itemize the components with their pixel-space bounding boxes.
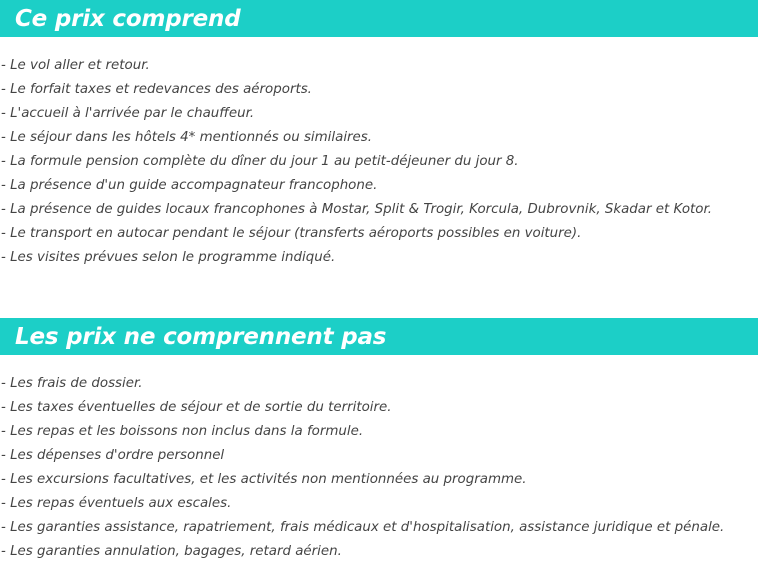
excluded-list-item: - Les garanties assistance, rapatriement, frais médicaux et d'hospitalisation, assistance juridique et pénale. xyxy=(1,520,725,535)
excluded-list-item: - Les garanties annulation, bagages, retard aérien. xyxy=(1,544,342,559)
excluded-section-header xyxy=(0,318,758,355)
included-list-item: - Le séjour dans les hôtels 4* mentionnés ou similaires. xyxy=(1,130,373,145)
included-section-title: Ce prix comprend xyxy=(15,5,241,32)
included-list-item: - Les visites prévues selon le programme indiqué. xyxy=(1,250,336,265)
excluded-list-item: - Les excursions facultatives, et les activités non mentionnées au programme. xyxy=(1,472,527,487)
included-list-item: - Le transport en autocar pendant le séjour (transferts aéroports possibles en voiture). xyxy=(1,226,582,241)
excluded-section-title: Les prix ne comprennent pas xyxy=(15,323,387,350)
included-list xyxy=(0,55,758,271)
included-list-item: - La présence d'un guide accompagnateur francophone. xyxy=(1,178,378,193)
excluded-list xyxy=(0,373,758,565)
included-list-item: - La présence de guides locaux francophones à Mostar, Split & Trogir, Korcula, Dubrovnik, Skadar et Kotor. xyxy=(1,202,712,217)
excluded-list-item: - Les taxes éventuelles de séjour et de sortie du territoire. xyxy=(1,400,392,415)
included-section-header xyxy=(0,0,758,37)
excluded-list-item: - Les dépenses d'ordre personnel xyxy=(1,448,225,463)
included-list-item: - La formule pension complète du dîner du jour 1 au petit-déjeuner du jour 8. xyxy=(1,154,519,169)
included-list-item: - Le forfait taxes et redevances des aéroports. xyxy=(1,82,312,97)
excluded-list-item: - Les repas et les boissons non inclus dans la formule. xyxy=(1,424,364,439)
included-list-item: - L'accueil à l'arrivée par le chauffeur. xyxy=(1,106,255,121)
excluded-list-item: - Les repas éventuels aux escales. xyxy=(1,496,232,511)
excluded-list-item: - Les frais de dossier. xyxy=(1,376,143,391)
included-list-item: - Le vol aller et retour. xyxy=(1,58,150,73)
